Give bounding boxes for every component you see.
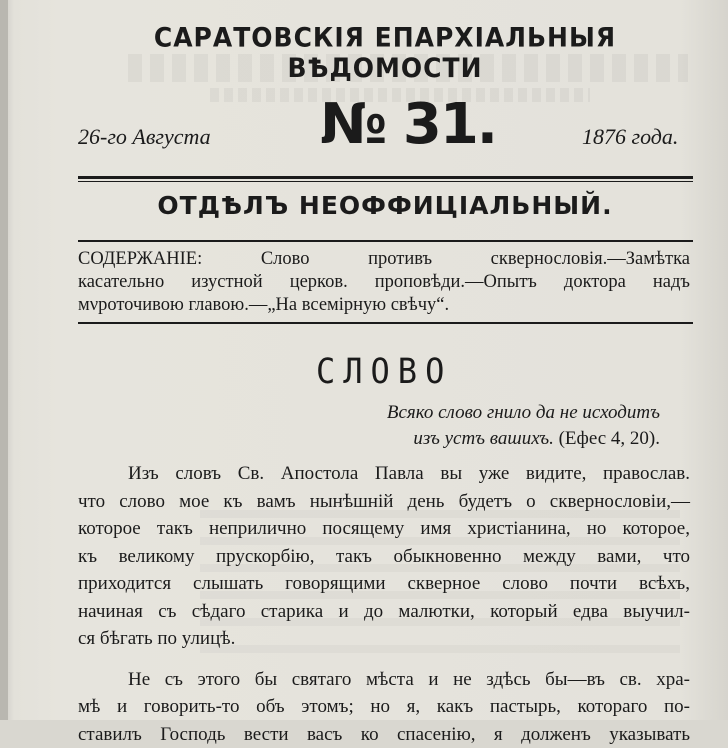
masthead-title: САРАТОВСКІЯ ЕПАРХІАЛЬНЫЯ ВѢДОМОСТИ xyxy=(150,23,620,84)
contents-line: касательно изустной церков. проповѣди.—Опытъ доктора надъ xyxy=(78,271,690,294)
epigraph-quote: изъ устъ вашихъ. xyxy=(413,428,554,449)
contents-line: СОДЕРЖАНІЕ: Слово противъ сквернословія.—Замѣтка xyxy=(78,248,690,271)
epigraph xyxy=(387,400,660,452)
body-line: къ великому прускорбію, такъ обыкновенно между вами, что xyxy=(78,543,690,571)
header-rule-top-thin xyxy=(78,181,693,182)
epigraph-reference: (Ефес 4, 20). xyxy=(554,428,660,449)
article-title: СЛОВО xyxy=(316,350,452,391)
article-body xyxy=(78,460,690,748)
contents-line: мνроточивою главою.—„На всемірную свѣчу“. xyxy=(78,294,690,317)
body-line: которое такъ неприлично посящему имя христіанина, но которое, xyxy=(78,515,690,543)
contents-rule xyxy=(78,322,693,324)
issue-year: 1876 года. xyxy=(582,124,678,150)
body-line: что слово мое къ вамъ нынѣшній день будетъ о сквернословіи,— xyxy=(78,488,690,516)
epigraph-line: Всяко слово гнило да не исходитъ xyxy=(387,400,660,426)
page-edge-shadow xyxy=(0,0,8,720)
body-line: ся бѣгать по улицѣ. xyxy=(78,625,690,653)
section-rule xyxy=(78,240,693,242)
issue-date: 26-го Августа xyxy=(78,124,211,150)
header-rule-top xyxy=(78,176,693,179)
body-line: Изъ словъ Св. Апостола Павла вы уже видите, православ. xyxy=(78,460,690,488)
body-line: ставилъ Господь вести васъ ко спасенію, я долженъ указывать xyxy=(78,721,690,748)
body-line: Не съ этого бы святаго мѣста и не здѣсь бы—въ св. хра- xyxy=(78,666,690,694)
body-line: приходится слышать говорящими скверное слово почти всѣхъ, xyxy=(78,570,690,598)
table-of-contents xyxy=(78,248,690,317)
body-line: мѣ и говорить-то объ этомъ; но я, какъ пастырь, котораго по- xyxy=(78,693,690,721)
issue-number: № 31. xyxy=(320,92,496,157)
epigraph-line xyxy=(387,426,660,452)
section-title: ОТДѢЛЪ НЕОФФИЦІАЛЬНЫЙ. xyxy=(100,191,670,220)
body-line: начиная съ сѣдаго старика и до малютки, который едва выучил- xyxy=(78,598,690,626)
